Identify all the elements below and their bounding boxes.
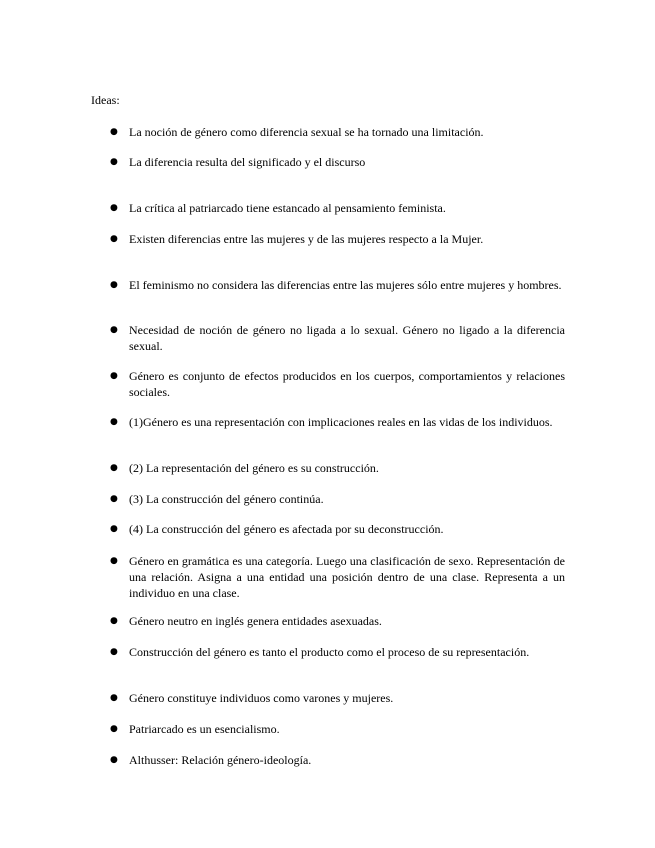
- bullet-icon: ●: [110, 556, 118, 566]
- list-item: [110, 521, 565, 537]
- list-item-text: Necesidad de noción de género no ligada a lo sexual. Género no ligado a la diferencia sexual.: [129, 323, 565, 353]
- list-item: [110, 368, 565, 400]
- list-item-text: Género constituye individuos como varones y mujeres.: [129, 691, 394, 705]
- list-item-text: (3) La construcción del género continúa.: [129, 492, 324, 506]
- list-item: [110, 613, 565, 629]
- bullet-icon: ●: [110, 647, 118, 657]
- bullet-icon: ●: [110, 724, 118, 734]
- list-item: [110, 277, 565, 293]
- list-item-text: El feminismo no considera las diferencias entre las mujeres sólo entre mujeres y hombres.: [129, 278, 562, 292]
- list-item-text: (2) La representación del género es su construcción.: [129, 461, 379, 475]
- list-item: [110, 124, 565, 140]
- bullet-icon: ●: [110, 280, 118, 290]
- list-item: [110, 322, 565, 354]
- bullet-icon: ●: [110, 616, 118, 626]
- list-item: [110, 644, 565, 660]
- list-item-text: La crítica al patriarcado tiene estancado al pensamiento feminista.: [129, 201, 446, 215]
- list-item: [110, 690, 565, 706]
- heading-ideas: Ideas:: [91, 93, 120, 107]
- bullet-icon: ●: [110, 157, 118, 167]
- bullet-icon: ●: [110, 234, 118, 244]
- list-item: [110, 491, 565, 507]
- list-item-text: Existen diferencias entre las mujeres y de las mujeres respecto a la Mujer.: [129, 232, 484, 246]
- list-item-text: Construcción del género es tanto el producto como el proceso de su representación.: [129, 645, 530, 659]
- list-item: [110, 414, 565, 430]
- list-item: [110, 460, 565, 476]
- list-item-text: Género en gramática es una categoría. Luego una clasificación de sexo. Representación de una relación. Asigna a una entidad una posición dentro de una clase. Representa a un individuo en una clase.: [129, 554, 565, 600]
- list-item-text: (1)Género es una representación con implicaciones reales en las vidas de los individuos.: [129, 415, 553, 429]
- list-item-text: (4) La construcción del género es afectada por su deconstrucción.: [129, 522, 444, 536]
- list-item-text: Althusser: Relación género-ideología.: [129, 753, 312, 767]
- list-item: [110, 231, 565, 247]
- bullet-icon: ●: [110, 494, 118, 504]
- bullet-icon: ●: [110, 755, 118, 765]
- bullet-icon: ●: [110, 417, 118, 427]
- list-item: [110, 721, 565, 737]
- list-item-text: La noción de género como diferencia sexual se ha tornado una limitación.: [129, 125, 484, 139]
- list-item-text: Patriarcado es un esencialismo.: [129, 722, 280, 736]
- list-item-text: Género es conjunto de efectos producidos en los cuerpos, comportamientos y relaciones sociales.: [129, 369, 565, 399]
- list-item: [110, 553, 565, 601]
- list-item: [110, 154, 565, 170]
- list-item: [110, 200, 565, 216]
- bullet-icon: ●: [110, 524, 118, 534]
- bullet-icon: ●: [110, 203, 118, 213]
- bullet-icon: ●: [110, 127, 118, 137]
- list-item: [110, 752, 565, 768]
- bullet-icon: ●: [110, 463, 118, 473]
- list-item-text: Género neutro en inglés genera entidades asexuadas.: [129, 614, 382, 628]
- list-item-text: La diferencia resulta del significado y el discurso: [129, 155, 366, 169]
- bullet-icon: ●: [110, 371, 118, 381]
- bullet-icon: ●: [110, 693, 118, 703]
- bullet-icon: ●: [110, 325, 118, 335]
